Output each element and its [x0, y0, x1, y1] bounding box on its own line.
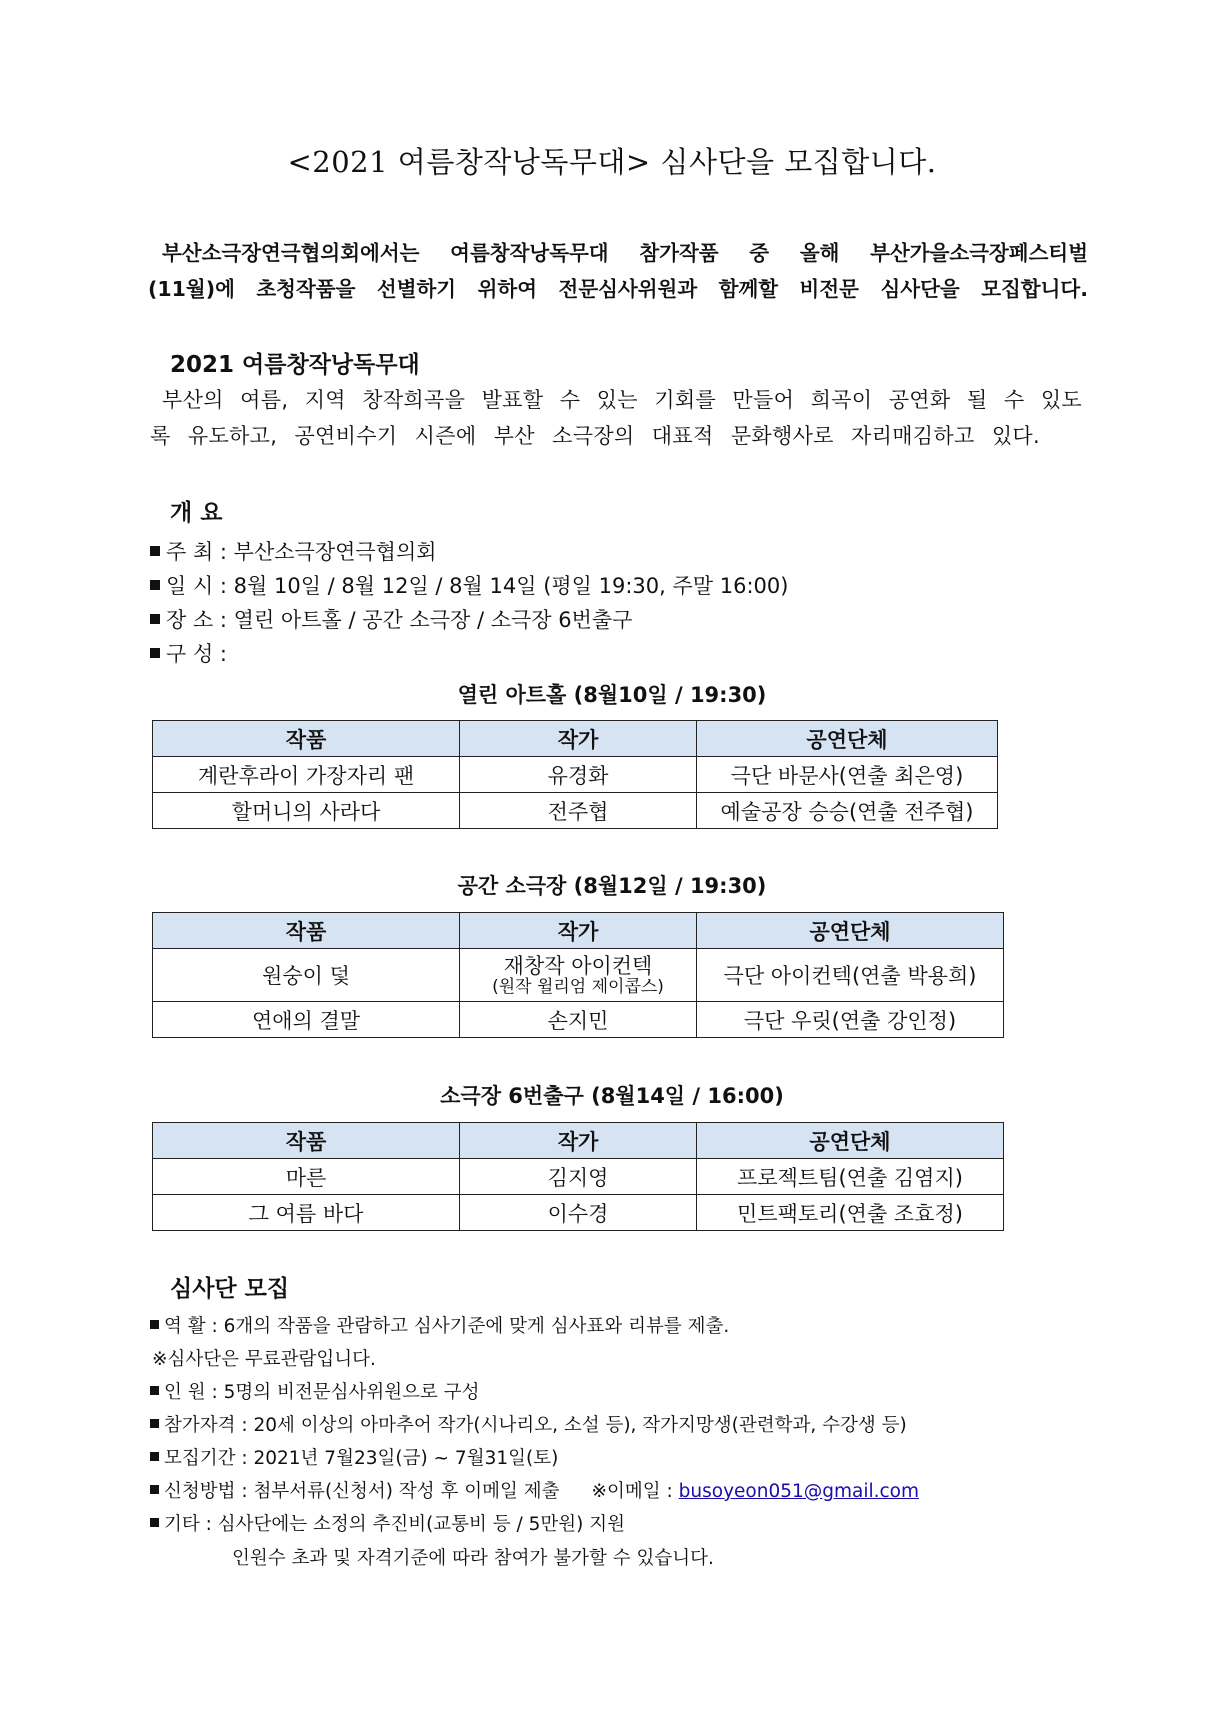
- program-table: [152, 1122, 1004, 1231]
- header-author: 작가: [460, 913, 697, 949]
- venue-title: 열린 아트홀 (8월10일 / 19:30): [457, 683, 767, 707]
- venue-title: 공간 소극장 (8월12일 / 19:30): [457, 874, 767, 898]
- cell-author-original: (원작 윌리엄 제이콥스): [492, 977, 664, 997]
- venue-title: 소극장 6번출구 (8월14일 / 16:00): [440, 1084, 784, 1108]
- recruit-method: 신청방법 : 첨부서류(신청서) 작성 후 이메일 제출 ※이메일 : busoyeon051@gmail.com: [150, 1477, 919, 1503]
- overview-heading: 개 요: [170, 500, 223, 526]
- bullet-square-icon: [150, 614, 160, 624]
- cell-author: 유경화: [460, 757, 697, 793]
- table-row: [153, 1002, 1004, 1038]
- email-label: ※이메일 :: [591, 1481, 673, 1502]
- overview-composition: 구 성 :: [150, 638, 227, 668]
- header-company: 공연단체: [697, 721, 998, 757]
- about-line-2: 록 유도하고, 공연비수기 시즌에 부산 소극장의 대표적 문화행사로 자리매김하고 있다.: [150, 424, 1040, 448]
- cell-work: 연애의 결말: [153, 1002, 460, 1038]
- cell-work: 할머니의 사라다: [153, 793, 460, 829]
- recruit-qualification: 참가자격 : 20세 이상의 아마추어 작가(시나리오, 소설 등), 작가지망생(관련학과, 수강생 등): [150, 1411, 907, 1437]
- cell-work: 원숭이 덫: [153, 949, 460, 1002]
- cell-author: 김지영: [460, 1159, 697, 1195]
- recruit-role: 역 활 : 6개의 작품을 관람하고 심사기준에 맞게 심사표와 리뷰를 제출.: [150, 1312, 729, 1338]
- cell-company: 극단 아이컨텍(연출 박용희): [697, 949, 1004, 1002]
- about-line-1: 부산의 여름, 지역 창작희곡을 발표할 수 있는 기회를 만들어 희곡이 공연화 될 수 있도: [162, 388, 1082, 412]
- recruit-heading: 심사단 모집: [170, 1276, 290, 1302]
- cell-company: 극단 바문사(연출 최은영): [697, 757, 998, 793]
- document-title: <2021 여름창작낭독무대> 심사단을 모집합니다.: [287, 145, 937, 179]
- cell-work: 그 여름 바다: [153, 1195, 460, 1231]
- recruit-count: 인 원 : 5명의 비전문심사위원으로 구성: [150, 1378, 479, 1404]
- intro-line-2: (11월)에 초청작품을 선별하기 위하여 전문심사위원과 함께할 비전문 심사단을 모집합니다.: [148, 277, 1088, 301]
- program-table: [152, 912, 1004, 1038]
- bullet-square-icon: [150, 1386, 159, 1395]
- cell-company: 극단 우릿(연출 강인정): [697, 1002, 1004, 1038]
- bullet-square-icon: [150, 1518, 159, 1527]
- overview-host: 주 최 : 부산소극장연극협의회: [150, 536, 437, 566]
- bullet-square-icon: [150, 580, 160, 590]
- header-work: 작품: [153, 1123, 460, 1159]
- program-table: [152, 720, 998, 829]
- cell-work: 계란후라이 가장자리 팬: [153, 757, 460, 793]
- intro-line-1: 부산소극장연극협의회에서는 여름창작낭독무대 참가작품 중 올해 부산가을소극장페스티벌: [162, 241, 1088, 265]
- bullet-square-icon: [150, 1452, 159, 1461]
- cell-author: 전주협: [460, 793, 697, 829]
- bullet-square-icon: [150, 1419, 159, 1428]
- cell-company: 예술공장 승승(연출 전주협): [697, 793, 998, 829]
- cell-work: 마른: [153, 1159, 460, 1195]
- recruit-etc-note: 인원수 초과 및 자격기준에 따라 참여가 불가할 수 있습니다.: [232, 1548, 714, 1569]
- table-row: [153, 949, 1004, 1002]
- cell-author: 이수경: [460, 1195, 697, 1231]
- bullet-square-icon: [150, 1320, 159, 1329]
- recruit-etc: 기타 : 심사단에는 소정의 추진비(교통비 등 / 5만원) 지원: [150, 1510, 625, 1536]
- header-author: 작가: [460, 1123, 697, 1159]
- recruit-period: 모집기간 : 2021년 7월23일(금) ~ 7월31일(토): [150, 1444, 558, 1470]
- table-row: [153, 793, 998, 829]
- cell-author: [460, 949, 697, 1002]
- table-row: [153, 1159, 1004, 1195]
- bullet-square-icon: [150, 546, 160, 556]
- cell-author-main: 재창작 아이컨텍: [503, 954, 653, 978]
- bullet-square-icon: [150, 1485, 159, 1494]
- header-author: 작가: [460, 721, 697, 757]
- overview-place: 장 소 : 열린 아트홀 / 공간 소극장 / 소극장 6번출구: [150, 604, 633, 634]
- header-company: 공연단체: [697, 1123, 1004, 1159]
- header-company: 공연단체: [697, 913, 1004, 949]
- overview-date: 일 시 : 8월 10일 / 8월 12일 / 8월 14일 (평일 19:30, 주말 16:00): [150, 570, 788, 600]
- email-link[interactable]: busoyeon051@gmail.com: [678, 1481, 920, 1502]
- header-work: 작품: [153, 721, 460, 757]
- table-row: [153, 757, 998, 793]
- cell-author: 손지민: [460, 1002, 697, 1038]
- table-row: [153, 1195, 1004, 1231]
- header-work: 작품: [153, 913, 460, 949]
- cell-company: 프로젝트팀(연출 김염지): [697, 1159, 1004, 1195]
- bullet-square-icon: [150, 648, 160, 658]
- about-heading: 2021 여름창작낭독무대: [170, 352, 420, 378]
- cell-company: 민트팩토리(연출 조효정): [697, 1195, 1004, 1231]
- recruit-note: ※심사단은 무료관람입니다.: [152, 1349, 376, 1370]
